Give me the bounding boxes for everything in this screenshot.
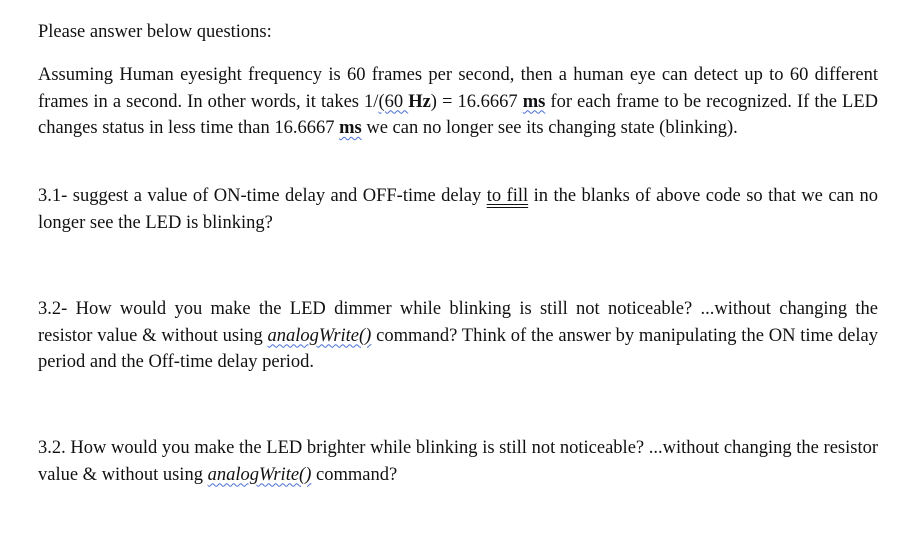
question-3-2-brighter: 3.2. How would you make the LED brighter while blinking is still not noticeable? ...without changing the resistor value & without using analogWrite() command? [38,438,878,485]
intro-paragraph: Assuming Human eyesight frequency is 60 frames per second, then a human eye can detect up to 60 different frames in a second. In other words, it takes 1/(60 Hz) = 16.6667 ms for each frame to be recognized. If the LED changes status in less time than 16.6667 ms we can no longer see its changing state (blinking). [38,65,878,138]
intro-fraction: (60 [378,91,409,112]
ms-unit: ms [339,118,362,138]
question-3-1: 3.1- suggest a value of ON-time delay and OFF-time delay to fill in the blanks of above code so that we can no longer see the LED is blinking? [38,186,878,233]
analogwrite-command: analogWrite() [207,464,312,485]
hz-unit: Hz [408,91,431,112]
doc-heading: Please answer below questions: [38,22,272,42]
analogwrite-command: analogWrite() [267,325,372,346]
to-fill-phrase: to fill [486,186,529,206]
question-3-2-dimmer: 3.2- How would you make the LED dimmer while blinking is still not noticeable? ...without changing the resistor value & without using analogWrite() command? Think of the answer by manipulating the ON time delay period and the Off-time delay period. [38,299,878,372]
ms-unit: ms [522,91,546,112]
